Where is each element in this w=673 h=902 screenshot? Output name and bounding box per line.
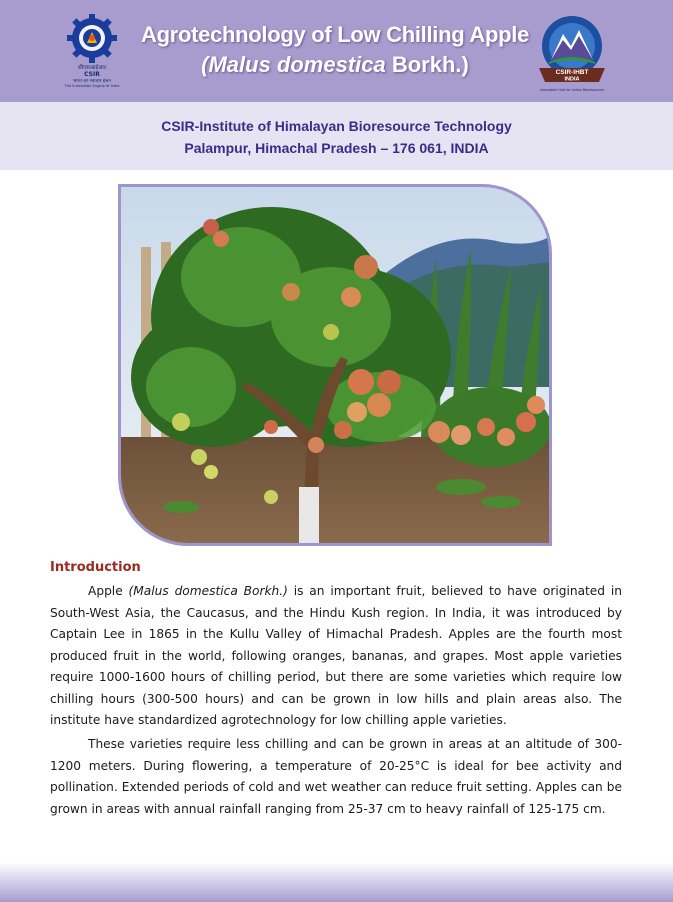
ihbt-logo-tagline: Innovation Hub for Indian Bioresources xyxy=(539,88,605,92)
apple-tree-photo xyxy=(118,184,552,546)
introduction-paragraph-2: These varieties require less chilling and can be grown in areas at an altitude of 300-1200 meters. During flowering, a temperature of 20-25°C is ideal for bee activity and pollination. Extended periods of cold and wet weather can reduce fruit setting. Apples can be grown in areas with annual rainfall ranging from 25-37 cm to heavy rainfall of 125-175 cm. xyxy=(50,737,622,816)
page-subtitle-botanical-name xyxy=(120,52,550,78)
institute-address: Palampur, Himachal Pradesh – 176 061, INDIA xyxy=(184,140,489,156)
para1-botanical-name: (Malus domestica Borkh.) xyxy=(128,584,288,598)
csir-hindi-label: सीएसआईआर xyxy=(77,65,107,71)
page-title: Agrotechnology of Low Chilling Apple xyxy=(140,22,529,47)
introduction-heading: Introduction xyxy=(50,560,141,575)
csir-hindi-tagline: भारत का नवाचार इंजन xyxy=(73,79,111,84)
csir-logo xyxy=(60,14,124,90)
csir-tagline: The Innovation Engine of India xyxy=(64,84,120,88)
footer-band xyxy=(0,862,673,902)
csir-ihbt-mountain-logo-icon xyxy=(533,12,611,94)
botanical-name-italic: (Malus domestica xyxy=(201,52,386,77)
ihbt-logo-name: CSIR-IHBT xyxy=(555,69,589,76)
para1-start: Apple xyxy=(88,584,129,598)
ihbt-logo-country: INDIA xyxy=(564,76,580,83)
header-band xyxy=(0,0,673,102)
apple-tree-with-fruit-photo xyxy=(121,187,549,543)
para1-body: is an important fruit, believed to have originated in South-West Asia, the Caucasus, and the Hindu Kush region. In India, it was introduced by Captain Lee in 1865 in the Kullu Valley of Himachal Pradesh. Apples are the fourth most produced fruit in the world, following oranges, bananas, and grapes. Most apple varieties require 1000-1600 hours of chilling period, but there are some varieties which require low chilling hours (300-500 hours) and can be grown in low hills and plain areas also. The institute have standardized agrotechnology for low chilling apple varieties. xyxy=(50,584,622,727)
institute-name: CSIR-Institute of Himalayan Bioresource Technology xyxy=(161,118,512,134)
botanical-name-author: Borkh.) xyxy=(385,52,469,77)
introduction-paragraph-1 xyxy=(50,581,622,732)
institute-band xyxy=(0,102,673,170)
csir-ihbt-logo xyxy=(533,12,611,94)
csir-label: CSIR xyxy=(84,71,100,78)
csir-gear-logo-icon xyxy=(60,14,124,90)
